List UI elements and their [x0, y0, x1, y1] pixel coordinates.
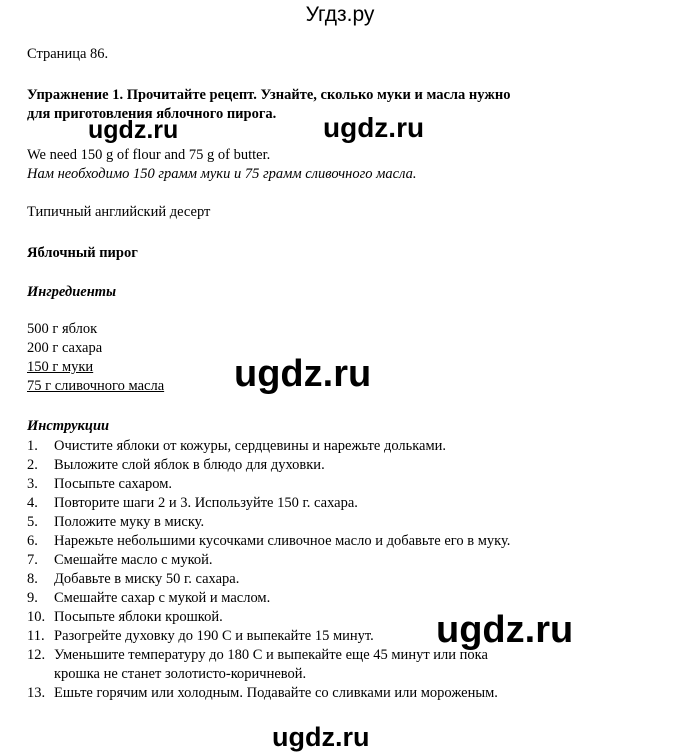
- ingredient-item: 200 г сахара: [27, 340, 103, 356]
- instruction-item: 4. Повторите шаги 2 и 3. Используйте 150 г. сахара.: [27, 495, 358, 511]
- instruction-item: 2. Выложите слой яблок в блюдо для духовки.: [27, 457, 325, 473]
- instruction-item-continuation: крошка не станет золотисто-коричневой.: [54, 666, 307, 682]
- ingredient-item-flour: 150 г муки: [27, 359, 94, 375]
- watermark-footer: ugdz.ru: [272, 722, 370, 752]
- watermark: ugdz.ru: [88, 116, 179, 144]
- exercise-line-2: для приготовления яблочного пирога.: [27, 106, 277, 122]
- instructions-heading: Инструкции: [27, 418, 110, 434]
- exercise-line-1: Упражнение 1. Прочитайте рецепт. Узнайте, сколько муки и масла нужно: [27, 87, 511, 103]
- recipe-title: Яблочный пирог: [27, 245, 138, 261]
- watermark: ugdz.ru: [234, 353, 372, 395]
- instruction-item: 9. Смешайте сахар с мукой и маслом.: [27, 590, 271, 606]
- instruction-item: 10. Посыпьте яблоки крошкой.: [27, 609, 223, 625]
- ingredient-item-butter: 75 г сливочного масла: [27, 378, 165, 394]
- instruction-item: 6. Нарежьте небольшими кусочками сливочное масло и добавьте его в муку.: [27, 533, 511, 549]
- instruction-item: 12. Уменьшите температуру до 180 С и выпекайте еще 45 минут или пока: [27, 647, 488, 663]
- instruction-item: 8. Добавьте в миску 50 г. сахара.: [27, 571, 240, 587]
- instruction-item: 13. Ешьте горячим или холодным. Подавайте со сливками или мороженым.: [27, 685, 498, 701]
- instruction-item: 11. Разогрейте духовку до 190 С и выпекайте 15 минут.: [27, 628, 374, 644]
- instruction-item: 7. Смешайте масло с мукой.: [27, 552, 213, 568]
- answer-english: We need 150 g of flour and 75 g of butter.: [27, 147, 271, 163]
- instruction-item: 5. Положите муку в миску.: [27, 514, 205, 530]
- recipe-subtitle: Типичный английский десерт: [27, 204, 211, 220]
- watermark: ugdz.ru: [323, 112, 425, 143]
- ingredients-list: [27, 320, 164, 396]
- ingredient-item: 500 г яблок: [27, 321, 98, 337]
- site-title: Угдз.ру: [305, 3, 375, 26]
- instructions-list: [27, 437, 510, 703]
- ingredients-heading: Ингредиенты: [27, 284, 117, 300]
- instruction-item: 1. Очистите яблоки от кожуры, сердцевины и нарежьте дольками.: [27, 438, 447, 454]
- page-label: Страница 86.: [27, 46, 109, 62]
- watermark: ugdz.ru: [436, 609, 574, 651]
- answer-russian: Нам необходимо 150 грамм муки и 75 грамм сливочного масла.: [27, 166, 417, 182]
- instruction-item: 3. Посыпьте сахаром.: [27, 476, 173, 492]
